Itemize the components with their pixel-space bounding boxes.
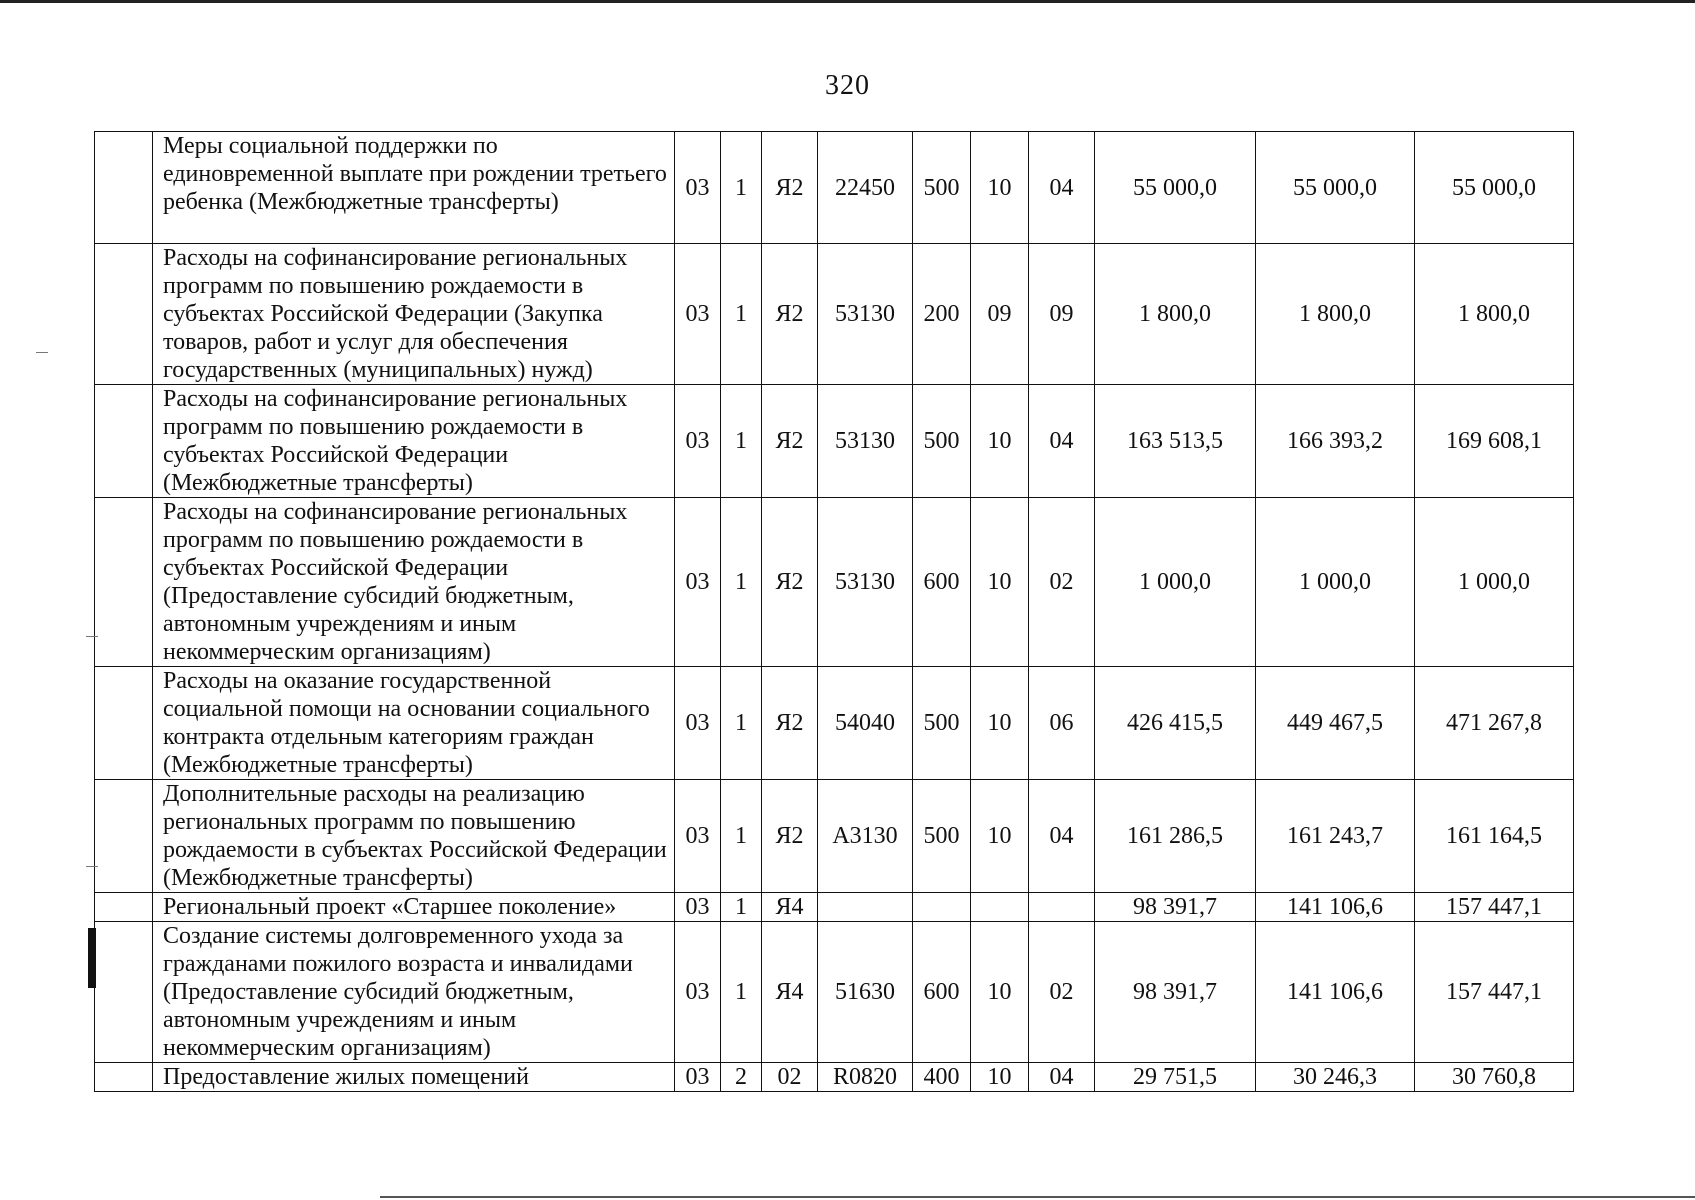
table-row [95,132,1574,244]
amount-cell: 471 267,8 [1415,667,1574,780]
code-cell: 53130 [818,385,913,498]
code-cell: 09 [971,244,1029,385]
code-cell: 03 [675,1063,721,1092]
code-cell: 22450 [818,132,913,244]
code-cell: 54040 [818,667,913,780]
code-cell: 02 [762,1063,818,1092]
page-number: 320 [825,70,870,101]
code-cell: Я2 [762,780,818,893]
amount-cell: 157 447,1 [1415,922,1574,1063]
code-cell: А3130 [818,780,913,893]
amount-cell: 30 760,8 [1415,1063,1574,1092]
code-cell: 51630 [818,922,913,1063]
scan-artifact-mark [88,928,96,988]
code-cell: 03 [675,498,721,667]
row-number-cell [95,1063,153,1092]
code-cell: 06 [1029,667,1095,780]
code-cell: 600 [913,498,971,667]
row-number-cell [95,922,153,1063]
amount-cell: 30 246,3 [1256,1063,1415,1092]
code-cell: 1 [721,132,762,244]
code-cell: Я4 [762,922,818,1063]
code-cell: 03 [675,667,721,780]
description-cell: Дополнительные расходы на реализацию региональных программ по повышению рождаемости в субъектах Российской Федерации (Межбюджетные трансферты) [153,780,675,893]
row-number-cell [95,385,153,498]
description-cell: Расходы на софинансирование региональных программ по повышению рождаемости в субъектах Российской Федерации (Предоставление субсидий бюджетным, автономным учреждениям и иным некоммерческим организациям) [153,498,675,667]
code-cell: 600 [913,922,971,1063]
code-cell: 03 [675,922,721,1063]
description-cell: Региональный проект «Старшее поколение» [153,893,675,922]
code-cell: 53130 [818,498,913,667]
amount-cell: 55 000,0 [1095,132,1256,244]
row-number-cell [95,667,153,780]
row-number-cell [95,893,153,922]
description-cell: Расходы на софинансирование региональных программ по повышению рождаемости в субъектах Российской Федерации (Закупка товаров, работ и услуг для обеспечения государственных (муниципальных) нужд) [153,244,675,385]
row-number-cell [95,780,153,893]
description-cell: Меры социальной поддержки по единовременной выплате при рождении третьего ребенка (Межбюджетные трансферты) [153,132,675,244]
amount-cell: 1 800,0 [1415,244,1574,385]
code-cell [818,893,913,922]
code-cell: Я2 [762,667,818,780]
amount-cell: 98 391,7 [1095,893,1256,922]
amount-cell: 98 391,7 [1095,922,1256,1063]
table-row [95,244,1574,385]
amount-cell: 449 467,5 [1256,667,1415,780]
table-row [95,922,1574,1063]
amount-cell: 55 000,0 [1415,132,1574,244]
code-cell: 1 [721,922,762,1063]
code-cell: 10 [971,385,1029,498]
code-cell: 03 [675,244,721,385]
code-cell: 02 [1029,498,1095,667]
table-row [95,1063,1574,1092]
code-cell: 400 [913,1063,971,1092]
code-cell: 53130 [818,244,913,385]
code-cell [913,893,971,922]
code-cell: 10 [971,498,1029,667]
code-cell: 1 [721,893,762,922]
amount-cell: 157 447,1 [1415,893,1574,922]
bottom-border-line [380,1196,1695,1198]
code-cell: Я2 [762,385,818,498]
code-cell: 1 [721,667,762,780]
code-cell: 02 [1029,922,1095,1063]
code-cell: 04 [1029,385,1095,498]
code-cell: 03 [675,132,721,244]
scan-artifact-tick [86,636,98,637]
top-border-line [0,0,1695,3]
code-cell: 1 [721,498,762,667]
table-row [95,893,1574,922]
code-cell: 04 [1029,780,1095,893]
amount-cell: 1 800,0 [1095,244,1256,385]
table-body [95,132,1574,1092]
code-cell: 500 [913,132,971,244]
description-cell: Создание системы долговременного ухода за гражданами пожилого возраста и инвалидами (Предоставление субсидий бюджетным, автономным учреждениям и иным некоммерческим организациям) [153,922,675,1063]
code-cell: 10 [971,667,1029,780]
code-cell: 09 [1029,244,1095,385]
code-cell: 03 [675,893,721,922]
table-row [95,385,1574,498]
amount-cell: 163 513,5 [1095,385,1256,498]
scan-artifact-tick [36,352,48,353]
code-cell: 200 [913,244,971,385]
row-number-cell [95,244,153,385]
code-cell: 1 [721,385,762,498]
description-cell: Расходы на софинансирование региональных программ по повышению рождаемости в субъектах Российской Федерации (Межбюджетные трансферты) [153,385,675,498]
code-cell: 04 [1029,1063,1095,1092]
code-cell: R0820 [818,1063,913,1092]
code-cell: 1 [721,780,762,893]
code-cell [1029,893,1095,922]
table-row [95,780,1574,893]
code-cell: 500 [913,780,971,893]
table-row [95,667,1574,780]
amount-cell: 141 106,6 [1256,922,1415,1063]
code-cell: 10 [971,922,1029,1063]
code-cell: 500 [913,667,971,780]
amount-cell: 1 800,0 [1256,244,1415,385]
code-cell: 03 [675,780,721,893]
row-number-cell [95,498,153,667]
code-cell: 04 [1029,132,1095,244]
amount-cell: 161 286,5 [1095,780,1256,893]
code-cell: 10 [971,132,1029,244]
description-cell: Расходы на оказание государственной социальной помощи на основании социального контракта отдельным категориям граждан (Межбюджетные трансферты) [153,667,675,780]
amount-cell: 29 751,5 [1095,1063,1256,1092]
code-cell: Я2 [762,244,818,385]
amount-cell: 161 164,5 [1415,780,1574,893]
amount-cell: 426 415,5 [1095,667,1256,780]
code-cell: 1 [721,244,762,385]
table-row [95,498,1574,667]
amount-cell: 1 000,0 [1256,498,1415,667]
code-cell: 10 [971,780,1029,893]
amount-cell: 141 106,6 [1256,893,1415,922]
budget-table [94,131,1574,1092]
amount-cell: 1 000,0 [1415,498,1574,667]
amount-cell: 169 608,1 [1415,385,1574,498]
code-cell: 500 [913,385,971,498]
code-cell: 10 [971,1063,1029,1092]
row-number-cell [95,132,153,244]
amount-cell: 1 000,0 [1095,498,1256,667]
amount-cell: 55 000,0 [1256,132,1415,244]
amount-cell: 161 243,7 [1256,780,1415,893]
code-cell: Я2 [762,498,818,667]
code-cell: 03 [675,385,721,498]
amount-cell: 166 393,2 [1256,385,1415,498]
code-cell: Я2 [762,132,818,244]
description-cell: Предоставление жилых помещений [153,1063,675,1092]
code-cell: 2 [721,1063,762,1092]
code-cell [971,893,1029,922]
code-cell: Я4 [762,893,818,922]
scan-artifact-tick [86,866,98,867]
